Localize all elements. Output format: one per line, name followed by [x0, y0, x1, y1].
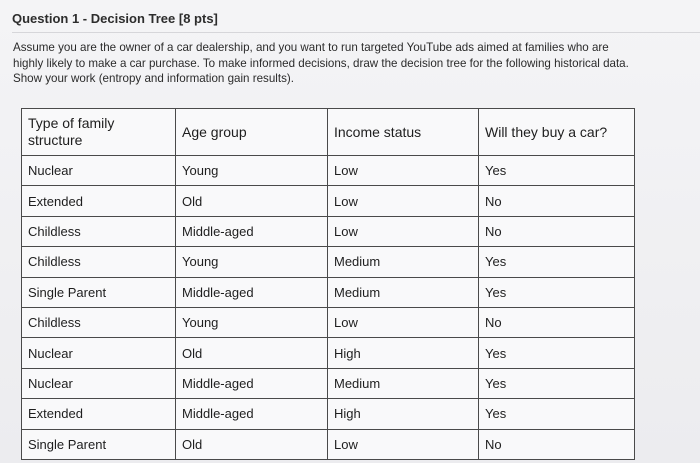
prompt-line: Show your work (entropy and information gain results). [13, 72, 294, 85]
cell-age-group: Old [176, 338, 328, 368]
cell-income-status: Low [328, 156, 479, 186]
cell-income-status: High [328, 338, 479, 368]
cell-will-buy: Yes [479, 338, 635, 368]
table-row [22, 338, 635, 368]
cell-family-structure: Nuclear [22, 338, 176, 368]
cell-age-group: Middle-aged [176, 368, 328, 398]
cell-age-group: Middle-aged [176, 277, 328, 307]
cell-family-structure: Extended [22, 186, 176, 216]
table-header-row [22, 109, 635, 156]
cell-income-status: Low [328, 307, 479, 337]
cell-family-structure: Single Parent [22, 429, 176, 459]
cell-family-structure: Childless [22, 307, 176, 337]
header-family-structure: Type of family structure [22, 109, 176, 156]
cell-income-status: Low [328, 186, 479, 216]
cell-age-group: Middle-aged [176, 399, 328, 429]
cell-family-structure: Nuclear [22, 368, 176, 398]
cell-family-structure: Single Parent [22, 277, 176, 307]
cell-will-buy: No [479, 429, 635, 459]
cell-income-status: Low [328, 429, 479, 459]
prompt-line: Assume you are the owner of a car dealership, and you want to run targeted YouTube ads aimed at families who are [13, 41, 609, 54]
cell-family-structure: Nuclear [22, 156, 176, 186]
table-row [22, 399, 635, 429]
table-row [22, 429, 635, 459]
data-table [21, 108, 635, 460]
cell-will-buy: No [479, 307, 635, 337]
question-title: Question 1 - Decision Tree [8 pts] [12, 11, 218, 26]
cell-income-status: Medium [328, 247, 479, 277]
cell-age-group: Young [176, 247, 328, 277]
table-body [22, 156, 635, 460]
cell-income-status: High [328, 399, 479, 429]
cell-age-group: Young [176, 307, 328, 337]
prompt-line: highly likely to make a car purchase. To make informed decisions, draw the decision tree for the following historical data. [13, 56, 629, 70]
header-will-buy: Will they buy a car? [479, 109, 635, 156]
table-row [22, 156, 635, 186]
cell-will-buy: No [479, 216, 635, 246]
cell-will-buy: No [479, 186, 635, 216]
table-row [22, 186, 635, 216]
cell-will-buy: Yes [479, 399, 635, 429]
cell-age-group: Middle-aged [176, 216, 328, 246]
cell-will-buy: Yes [479, 247, 635, 277]
title-divider [12, 32, 700, 33]
cell-family-structure: Childless [22, 216, 176, 246]
question-prompt [13, 40, 673, 87]
cell-age-group: Old [176, 429, 328, 459]
cell-will-buy: Yes [479, 277, 635, 307]
cell-income-status: Low [328, 216, 479, 246]
header-age-group: Age group [176, 109, 328, 156]
table-row [22, 247, 635, 277]
cell-will-buy: Yes [479, 156, 635, 186]
table-row [22, 307, 635, 337]
cell-age-group: Young [176, 156, 328, 186]
cell-income-status: Medium [328, 368, 479, 398]
cell-family-structure: Childless [22, 247, 176, 277]
cell-will-buy: Yes [479, 368, 635, 398]
table-row [22, 277, 635, 307]
header-income-status: Income status [328, 109, 479, 156]
cell-family-structure: Extended [22, 399, 176, 429]
cell-income-status: Medium [328, 277, 479, 307]
cell-age-group: Old [176, 186, 328, 216]
table-row [22, 368, 635, 398]
table-row [22, 216, 635, 246]
